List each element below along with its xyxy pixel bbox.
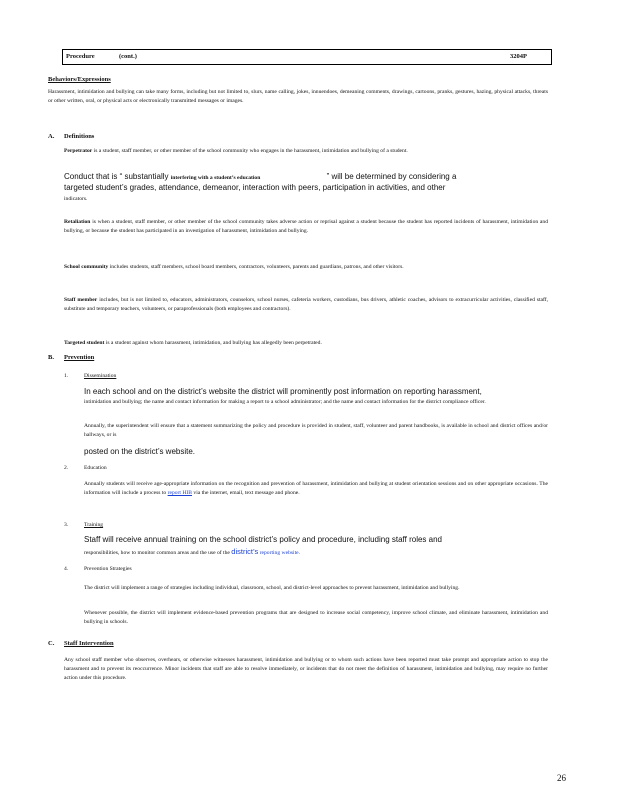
- school-community-definition: [64, 263, 548, 272]
- conduct-part-b: interfering with a student’s education: [170, 175, 261, 181]
- item-4-number: 4.: [64, 566, 69, 572]
- procedure-label: Procedure: [66, 53, 95, 60]
- school-community-label: School community: [64, 264, 109, 270]
- behaviors-paragraph: Harassment, intimidation and bullying can take many forms, including but not limited to, slurs, name calling, jokes, innuendoes, demeaning comments, drawings, cartoons, pranks, gestures, hazing, physical attacks, threats or other written, oral, or physical acts or electronically transmitted messages or images.: [48, 89, 548, 104]
- targeted-student-definition: [64, 339, 548, 348]
- retaliation-label: Retaliation: [64, 219, 91, 225]
- item-1-title: Dissemination: [84, 373, 117, 379]
- strategies-text-1: The district will implement a range of strategies including individual, classroom, school, and district-level approaches to prevent harassment, intimidation and bullying.: [84, 585, 460, 591]
- dissemination-lead: In each school and on the district’s website the district will prominently post information on reporting harassment,: [84, 387, 482, 396]
- conduct-part-c: ” will be determined by considering a: [326, 172, 457, 181]
- procedure-header-box: [62, 49, 552, 65]
- section-b-letter: B.: [48, 354, 54, 361]
- education-text-2: via the internet, email, text message and phone.: [193, 489, 300, 496]
- conduct-paragraph: [64, 172, 554, 204]
- conduct-part-d: targeted student’s grades, attendance, demeanor, interaction with peers, participation in activities, and other: [64, 183, 446, 192]
- retaliation-definition: [64, 218, 548, 236]
- report-hib-link[interactable]: report HIB: [167, 489, 192, 496]
- item-3-title: Training: [84, 522, 104, 528]
- education-text-1: Annually students will receive age-appropriate information on the recognition and prevention of harassment, intimidation and bullying at student orientation sessions and on other appropriate occasions. The information will include a process to: [84, 481, 548, 496]
- targeted-student-label: Targeted student: [64, 340, 105, 346]
- section-a-title: Definitions: [64, 133, 95, 140]
- section-a-letter: A.: [48, 133, 55, 140]
- section-c-letter: C.: [48, 640, 55, 647]
- policy-number: 3204P: [510, 53, 527, 60]
- strategies-text-2: Whenever possible, the district will implement evidence-based prevention programs that are designed to increase social competency, improve school climate, and eliminate harassment, intimidation and bullying in schools.: [84, 610, 548, 625]
- conduct-part-e: indicators.: [64, 196, 88, 202]
- item-4-title: Prevention Strategies: [84, 566, 132, 572]
- perpetrator-definition: [64, 147, 548, 156]
- section-c-title: Staff Intervention: [64, 640, 114, 647]
- school-community-text: includes students, staff members, school board members, contractors, volunteers, parents and guardians, patrons, and other visitors.: [109, 264, 404, 270]
- dissemination-text: intimidation and bullying; the name and contact information for making a report to a school administrator; and the name and contact information for the district compliance officer.: [84, 399, 486, 405]
- education-paragraph: [84, 480, 548, 498]
- reporting-website-text[interactable]: reporting website.: [259, 550, 301, 556]
- annual-website-text: posted on the district’s website.: [84, 447, 196, 456]
- perpetrator-label: Perpetrator: [64, 148, 93, 154]
- retaliation-text: is when a student, staff member, or other member of the school community takes adverse action or reprisal against a student because the student has reported incidents of harassment, intimidation and bullying, or because the student has participated in an investigation of harassment, intimidation and bullying.: [64, 219, 548, 234]
- annual-handbook-text: Annually, the superintendent will ensure that a statement summarizing the policy and procedure is provided in student, staff, volunteer and parent handbooks, is available in school and district offices and/or hallways, or is: [84, 423, 548, 438]
- item-3-number: 3.: [64, 522, 69, 528]
- page-number: 26: [557, 773, 566, 783]
- behaviors-heading: Behaviors/Expressions: [48, 76, 111, 83]
- training-paragraph: [84, 548, 548, 558]
- staff-member-label: Staff member: [64, 297, 98, 303]
- item-2-title: Education: [84, 465, 107, 471]
- staff-intervention-text: Any school staff member who observes, overhears, or otherwise witnesses harassment, intimidation and bullying or to whom such actions have been reported must take prompt and appropriate action to stop the harassment and to prevent its reoccurrence. Minor incidents that staff are able to resolve immediately, or incidents that do not meet the definition of harassment, intimidation and bullying, may require no further action under this procedure.: [64, 657, 548, 681]
- staff-member-text: includes, but is not limited to, educators, administrators, counselors, school nurses, cafeteria workers, custodians, bus drivers, athletic coaches, advisors to extracurricular activities, classified staff, substitute and temporary teachers, volunteers, or paraprofessionals (both employees and contractors).: [64, 297, 549, 312]
- training-text: responsibilities, how to monitor common areas and the use of the: [84, 550, 230, 556]
- district-link-text[interactable]: district’s: [231, 547, 259, 556]
- conduct-part-a: Conduct that is “ substantially: [64, 172, 169, 181]
- section-b-title: Prevention: [64, 354, 95, 361]
- training-lead: Staff will receive annual training on the school district’s policy and procedure, including staff roles and: [84, 535, 442, 544]
- item-2-number: 2.: [64, 465, 69, 471]
- procedure-cont: (cont.): [119, 53, 137, 60]
- staff-member-definition: [64, 296, 548, 314]
- targeted-student-text: is a student against whom harassment, intimidation, and bullying has allegedly been perpetrated.: [105, 340, 322, 346]
- item-1-number: 1.: [64, 373, 69, 379]
- perpetrator-text: is a student, staff member, or other member of the school community who engages in the harassment, intimidation and bullying of a student.: [93, 148, 408, 154]
